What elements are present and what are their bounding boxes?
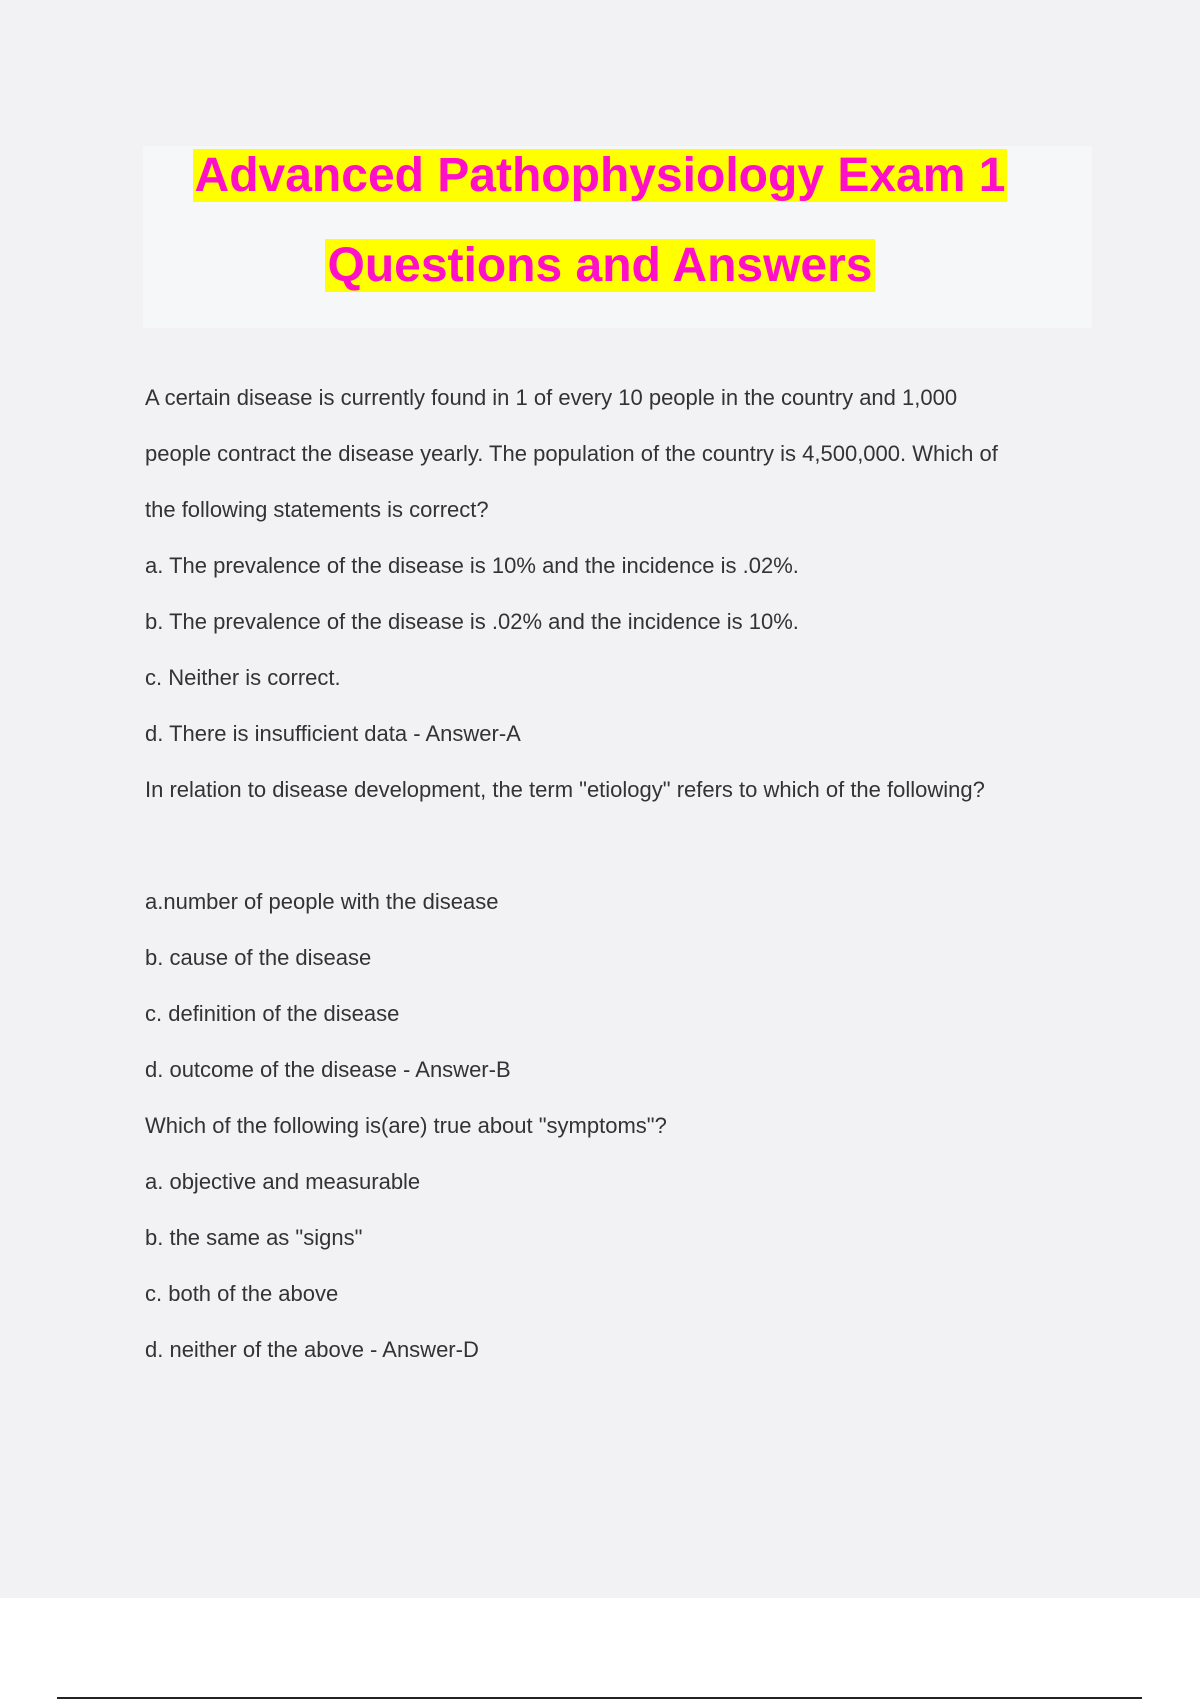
question-3-option-a: a. objective and measurable — [145, 1169, 421, 1194]
question-2-option-a: a.number of people with the disease — [145, 889, 499, 914]
question-1-stem-line: A certain disease is currently found in 1 of every 10 people in the country and 1,000 — [145, 385, 958, 410]
question-1-stem-line: the following statements is correct? — [145, 497, 489, 522]
question-1-option-c: c. Neither is correct. — [145, 665, 341, 690]
question-1-stem-line: people contract the disease yearly. The population of the country is 4,500,000. Which of — [145, 441, 998, 466]
question-3-option-c: c. both of the above — [145, 1281, 339, 1306]
footer-divider — [57, 1697, 1142, 1699]
question-1-option-b: b. The prevalence of the disease is .02% and the incidence is 10%. — [145, 609, 799, 634]
question-2-option-c: c. definition of the disease — [145, 1001, 400, 1026]
blank-line — [145, 818, 1105, 874]
document-title-line-2: Questions and Answers — [327, 239, 873, 292]
question-3-option-d-answer: d. neither of the above - Answer-D — [145, 1337, 479, 1362]
question-1-option-d-answer: d. There is insufficient data - Answer-A — [145, 721, 521, 746]
document-title-line-1: Advanced Pathophysiology Exam 1 — [194, 149, 1006, 202]
question-2-stem-line: In relation to disease development, the term "etiology" refers to which of the following? — [145, 777, 985, 802]
question-2-option-d-answer: d. outcome of the disease - Answer-B — [145, 1057, 511, 1082]
question-3-stem-line: Which of the following is(are) true about "symptoms"? — [145, 1113, 667, 1138]
question-list — [145, 370, 1105, 1378]
question-3-option-b: b. the same as "signs" — [145, 1225, 363, 1250]
question-1-option-a: a. The prevalence of the disease is 10% and the incidence is .02%. — [145, 553, 799, 578]
question-2-option-b: b. cause of the disease — [145, 945, 372, 970]
